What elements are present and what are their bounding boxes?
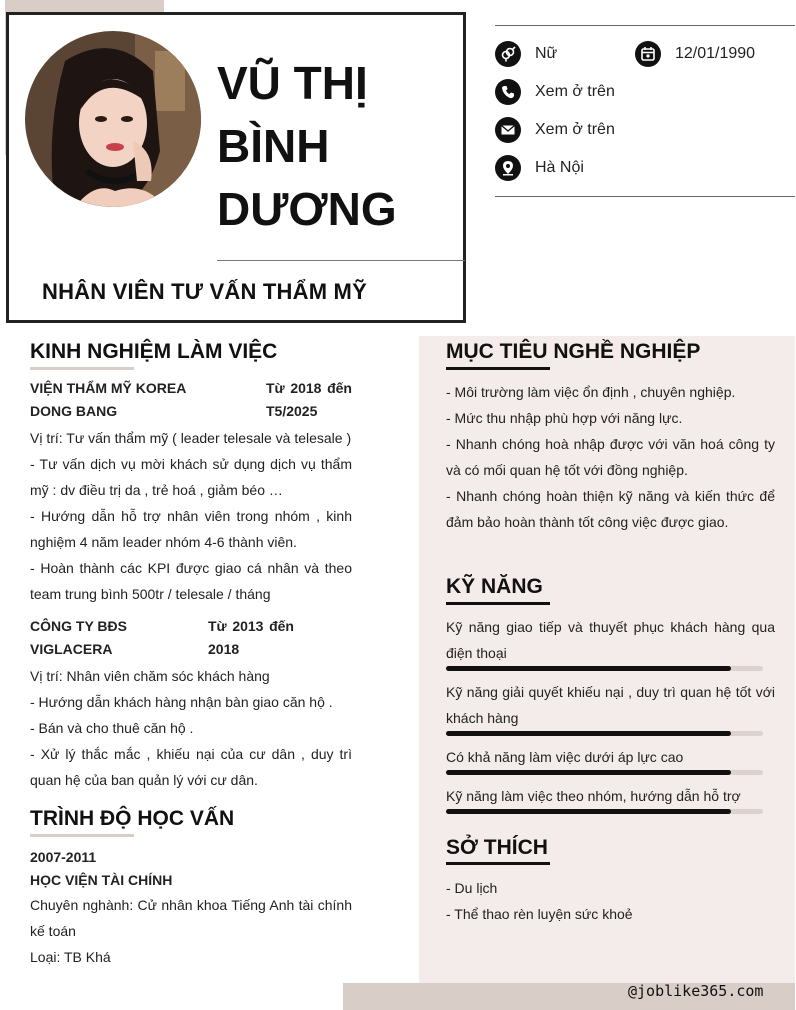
- skill-4-label: Kỹ năng làm việc theo nhóm, hướng dẫn hỗ trợ: [446, 788, 741, 804]
- calendar-icon: [635, 41, 661, 67]
- education-period: 2007-2011: [30, 849, 97, 865]
- skill-3-bar: [446, 770, 763, 775]
- job-1-period: Từ 2018 đến T5/2025: [266, 380, 352, 419]
- gender-icon: [495, 41, 521, 67]
- avatar: [25, 31, 201, 207]
- job-title: NHÂN VIÊN TƯ VẤN THẨM MỸ: [42, 279, 367, 304]
- hobbies-title-underline: [446, 862, 550, 865]
- skill-3-fill: [446, 770, 731, 775]
- skill-4-fill: [446, 809, 731, 814]
- footer-watermark[interactable]: @joblike365.com: [628, 982, 764, 1000]
- skills-title: KỸ NĂNG: [446, 575, 543, 598]
- education-major: Chuyên nghành: Cử nhân khoa Tiếng Anh tài chính kế toán: [30, 897, 352, 939]
- job-2-duty-2: - Bán và cho thuê căn hộ .: [30, 720, 194, 736]
- job-2-duty-3: - Xử lý thắc mắc , khiếu nại của cư dân , duy trì quan hệ của ban quản lý với cư dân.: [30, 746, 352, 788]
- skill-2-bar: [446, 731, 763, 736]
- job-1-company: VIỆN THẨM MỸ KOREA DONG BANG: [30, 380, 186, 419]
- name-line-2: BÌNH: [217, 120, 330, 172]
- job-2-company: CÔNG TY BĐS VIGLACERA: [30, 618, 127, 657]
- email-value: Xem ở trên: [535, 121, 615, 138]
- job-1-duty-3: - Hoàn thành các KPI được giao cá nhân và theo team trung bình 500tr / telesale / tháng: [30, 560, 352, 602]
- info-top-divider: [495, 25, 795, 26]
- objective-line-1: - Môi trường làm việc ổn định , chuyên nghiệp.: [446, 384, 736, 400]
- skills-title-underline: [446, 602, 550, 605]
- hobby-2: - Thể thao rèn luyện sức khoẻ: [446, 906, 633, 922]
- email-icon: [495, 117, 521, 143]
- name-line-3: DƯƠNG: [217, 183, 397, 235]
- skill-1-bar: [446, 666, 763, 671]
- experience-title-underline: [30, 367, 134, 370]
- job-2-position: Vị trí: Nhân viên chăm sóc khách hàng: [30, 668, 270, 684]
- dob-value: 12/01/1990: [675, 45, 756, 62]
- phone-value: Xem ở trên: [535, 83, 615, 100]
- location-icon: [495, 155, 521, 181]
- education-grade: Loại: TB Khá: [30, 949, 111, 965]
- education-title-underline: [30, 834, 134, 837]
- objective-title: MỤC TIÊU NGHỀ NGHIỆP: [446, 340, 701, 363]
- job-1-duty-1: - Tư vấn dịch vụ mời khách sử dụng dịch vụ thẩm mỹ : dv điều trị da , trẻ hoá , giảm béo …: [30, 456, 352, 498]
- experience-title: KINH NGHIỆM LÀM VIỆC: [30, 340, 278, 363]
- job-1-position: Vị trí: Tư vấn thẩm mỹ ( leader telesale và telesale ): [30, 430, 352, 446]
- gender-value: Nữ: [535, 45, 558, 62]
- hobby-1: - Du lịch: [446, 880, 498, 896]
- phone-icon: [495, 79, 521, 105]
- objective-line-2: - Mức thu nhập phù hợp với năng lực.: [446, 410, 683, 426]
- job-2-period: Từ 2013 đến 2018: [208, 618, 294, 657]
- education-school: HỌC VIỆN TÀI CHÍNH: [30, 872, 173, 888]
- address-value: Hà Nội: [535, 159, 584, 176]
- job-1-duty-2: - Hướng dẫn hỗ trợ nhân viên trong nhóm , kinh nghiệm 4 năm leader nhóm 4-6 thành viên.: [30, 508, 352, 550]
- skill-1-label: Kỹ năng giao tiếp và thuyết phục khách hàng qua điện thoại: [446, 619, 775, 661]
- skill-3-label: Có khả năng làm việc dưới áp lực cao: [446, 749, 684, 765]
- objective-title-underline: [446, 367, 550, 370]
- objective-line-3: - Nhanh chóng hoà nhập được với văn hoá công ty và có mối quan hệ tốt với đồng nghiệp.: [446, 436, 775, 478]
- name-line-1: VŨ THỊ: [217, 57, 368, 109]
- job-2-duty-1: - Hướng dẫn khách hàng nhận bàn giao căn hộ .: [30, 694, 333, 710]
- hobbies-title: SỞ THÍCH: [446, 836, 548, 859]
- skill-1-fill: [446, 666, 731, 671]
- skill-4-bar: [446, 809, 763, 814]
- skill-2-fill: [446, 731, 731, 736]
- info-bottom-divider: [495, 196, 795, 197]
- name-divider: [217, 260, 465, 261]
- objective-line-4: - Nhanh chóng hoàn thiện kỹ năng và kiến thức để đảm bảo hoàn thành tốt công việc được giao.: [446, 488, 775, 530]
- skill-2-label: Kỹ năng giải quyết khiếu nại , duy trì quan hệ tốt với khách hàng: [446, 684, 775, 726]
- education-title: TRÌNH ĐỘ HỌC VẤN: [30, 807, 235, 830]
- candidate-name: [217, 52, 457, 241]
